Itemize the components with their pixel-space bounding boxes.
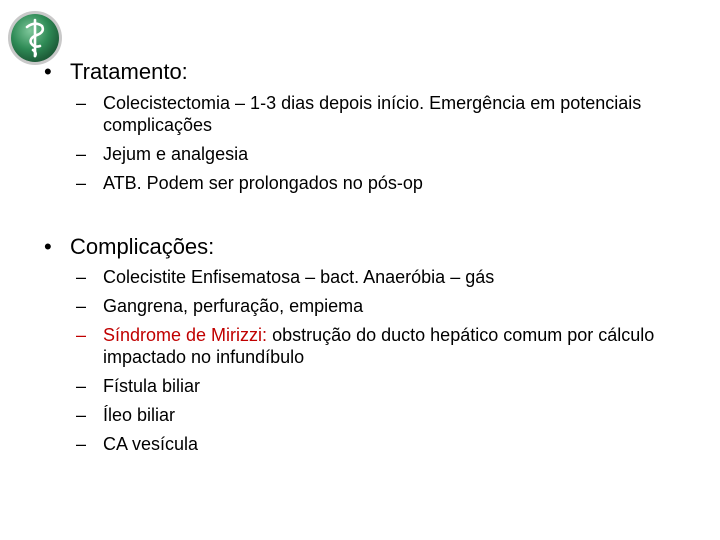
item-rest-text: obstrução do ducto hepático comum por cálculo impactado no infundíbulo bbox=[103, 325, 655, 367]
item-text: Jejum e analgesia bbox=[103, 144, 249, 164]
dash: – bbox=[76, 434, 87, 454]
list-item bbox=[76, 295, 676, 317]
bullet: • bbox=[44, 59, 52, 84]
dash: – bbox=[76, 173, 87, 193]
highlight-text: Síndrome de Mirizzi: bbox=[103, 325, 268, 345]
list-item bbox=[76, 172, 676, 194]
item-text: Fístula biliar bbox=[103, 376, 201, 396]
dash: – bbox=[76, 296, 87, 316]
item-text bbox=[103, 324, 676, 368]
dash: – bbox=[76, 376, 87, 396]
dash: – bbox=[76, 93, 87, 113]
list-item bbox=[76, 266, 676, 288]
item-text: ATB. Podem ser prolongados no pós-op bbox=[103, 173, 423, 193]
item-text: CA vesícula bbox=[103, 434, 199, 454]
list-item bbox=[76, 92, 676, 136]
heading-text: Tratamento: bbox=[70, 59, 188, 84]
dash: – bbox=[76, 325, 87, 345]
item-text: Íleo biliar bbox=[103, 405, 176, 425]
item-text: Gangrena, perfuração, empiema bbox=[103, 296, 364, 316]
item-text: Colecistite Enfisematosa – bact. Anaeróbia – gás bbox=[103, 267, 495, 287]
item-text: Colecistectomia – 1-3 dias depois início. Emergência em potenciais complicações bbox=[103, 93, 642, 135]
bullet: • bbox=[44, 234, 52, 259]
dash: – bbox=[76, 144, 87, 164]
dash: – bbox=[76, 267, 87, 287]
list-item bbox=[76, 375, 676, 397]
list-item bbox=[76, 143, 676, 165]
list-item bbox=[76, 404, 676, 426]
list-item bbox=[76, 433, 676, 455]
list-item-mirizzi bbox=[76, 324, 676, 368]
heading-text: Complicações: bbox=[70, 234, 215, 259]
dash: – bbox=[76, 405, 87, 425]
